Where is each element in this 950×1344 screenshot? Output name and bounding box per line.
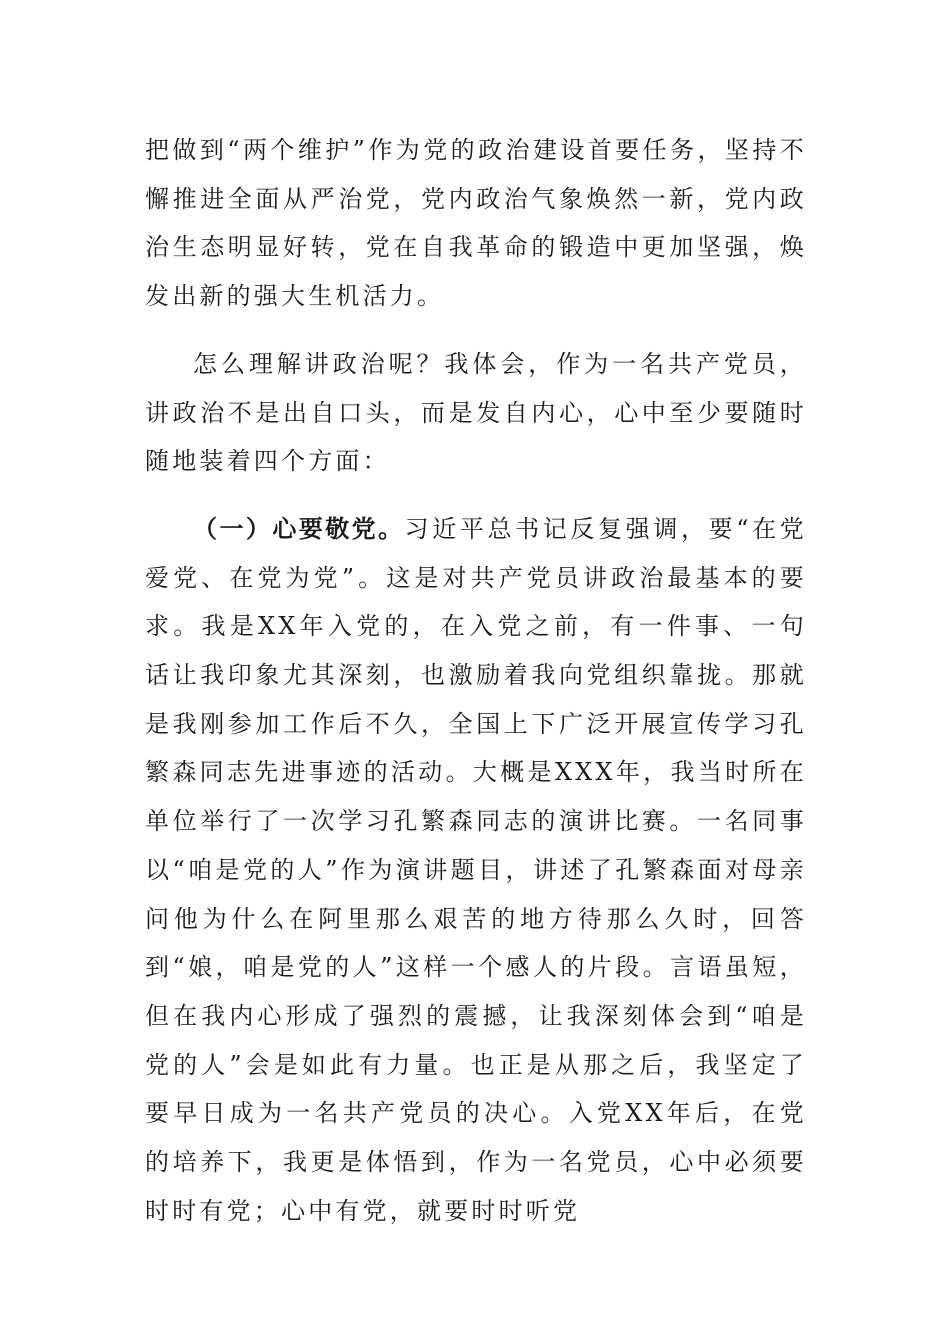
section-heading: （一）心要敬党。	[193, 514, 405, 543]
paragraph-section-one	[145, 505, 807, 1236]
paragraph-text: 怎么理解讲政治呢？我体会，作为一名共产党员，讲政治不是出自口头，而是发自内心，心中至少要随时随地装着四个方面：	[145, 349, 807, 476]
document-body	[145, 126, 807, 1235]
paragraph-text: 习近平总书记反复强调，要“在党爱党、在党为党”。这是对共产党员讲政治最基本的要求。我是XX年入党的，在入党之前，有一件事、一句话让我印象尤其深刻，也激励着我向党组织靠拢。那就是我刚参加工作后不久，全国上下广泛开展宣传学习孔繁森同志先进事迹的活动。大概是XXX年，我当时所在单位举行了一次学习孔繁森同志的演讲比赛。一名同事以“咱是党的人”作为演讲题目，讲述了孔繁森面对母亲问他为什么在阿里那么艰苦的地方待那么久时，回答到“娘，咱是党的人”这样一个感人的片段。言语虽短，但在我内心形成了强烈的震撼，让我深刻体会到“咱是党的人”会是如此有力量。也正是从那之后，我坚定了要早日成为一名共产党员的决心。入党XX年后，在党的培养下，我更是体悟到，作为一名党员，心中必须要时时有党；心中有党，就要时时听党	[145, 514, 807, 1225]
paragraph-text: 把做到“两个维护”作为党的政治建设首要任务，坚持不懈推进全面从严治党，党内政治气象焕然一新，党内政治生态明显好转，党在自我革命的锻造中更加坚强，焕发出新的强大生机活力。	[145, 136, 807, 311]
paragraph-understanding-politics	[145, 340, 807, 486]
paragraph-continuation	[145, 126, 807, 321]
